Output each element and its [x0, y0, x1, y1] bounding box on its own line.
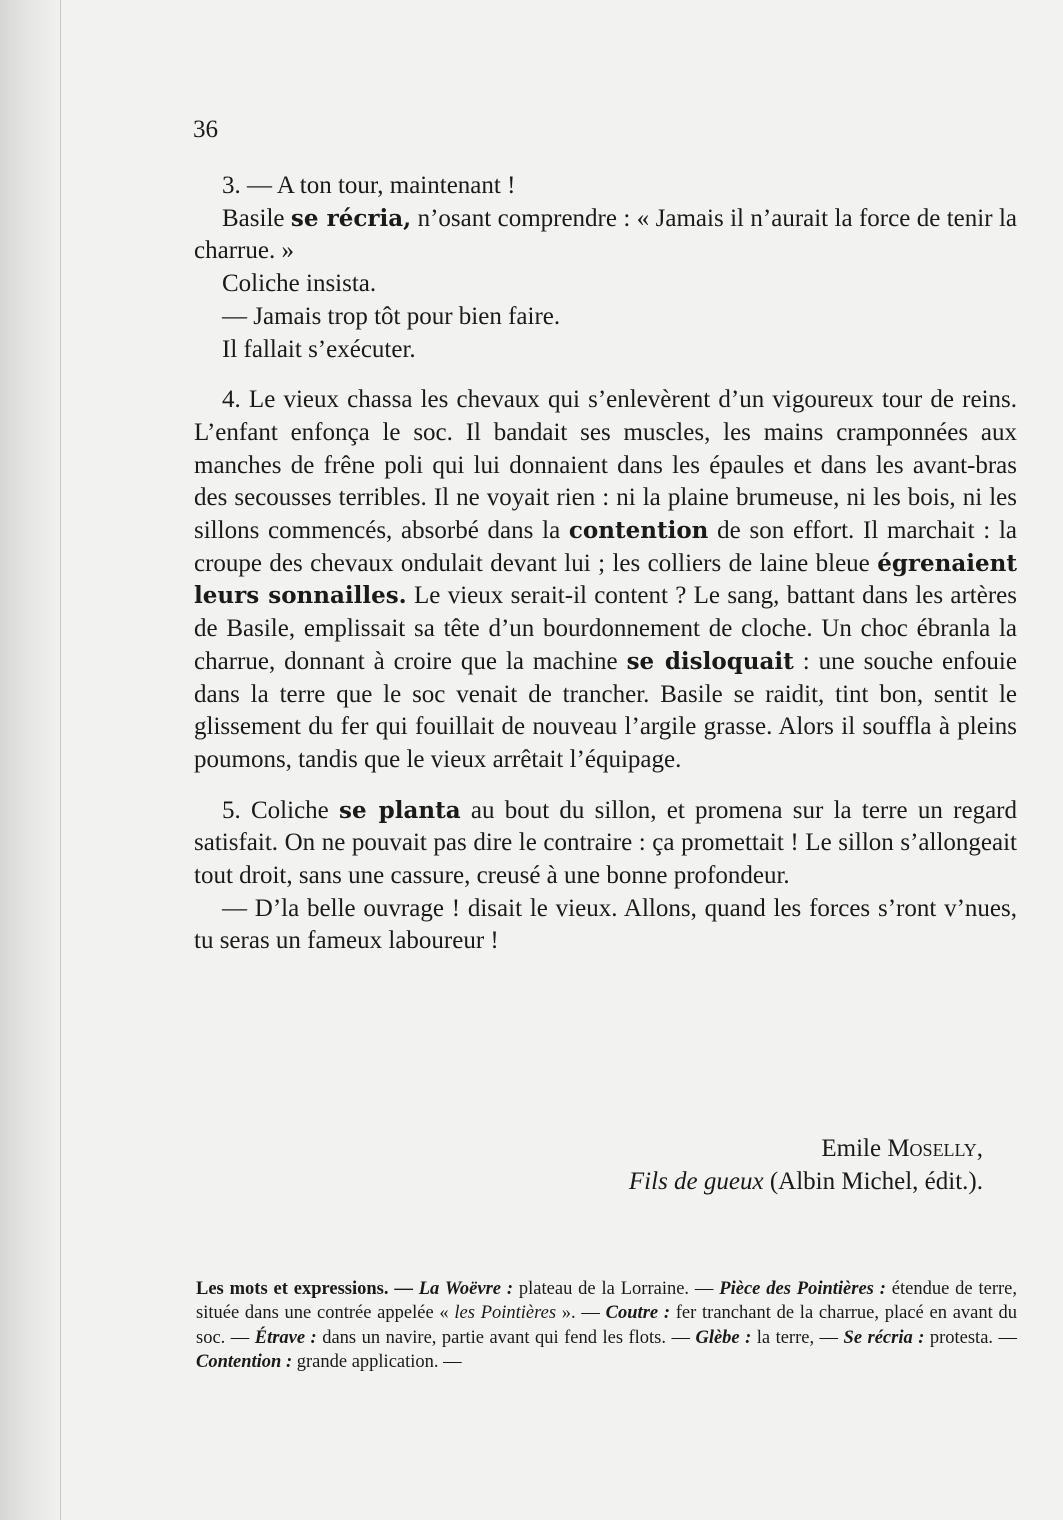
text-run: Il fallait s’exécuter.	[222, 335, 416, 363]
glossary	[196, 1277, 1017, 1374]
work-title: Fils de gueux	[628, 1168, 764, 1195]
text-run: dans un navire, partie avant qui fend les flots. —	[316, 1327, 696, 1348]
bold-term: Pièce des Pointières :	[719, 1279, 886, 1299]
bold-term: se planta	[339, 796, 461, 824]
text-run: Basile	[222, 204, 291, 232]
bold-term: Les mots et expressions. —	[196, 1279, 413, 1299]
text-run: au bout du sillon, et promena sur la terre un regard satisfait. On ne pouvait pas dire le contraire : ça promettait ! Le sillon s’allongeait tout droit, sans une cassure, creusé à une bonne profondeur.	[194, 796, 1018, 890]
book-gutter-shadow	[0, 0, 64, 1520]
attribution	[194, 1132, 983, 1198]
text-run: la terre, —	[751, 1327, 844, 1348]
text-run: 3. — A ton tour, maintenant !	[222, 172, 516, 199]
text-run: Coliche insista.	[222, 270, 377, 298]
paragraph-p3-basile	[194, 203, 1017, 268]
text-run: plateau de la Lorraine. —	[513, 1279, 720, 1299]
page-edge-line	[60, 0, 61, 1520]
paragraph-p5-dialogue	[194, 893, 1017, 958]
paragraph-p3-fallait	[194, 334, 1017, 367]
page-number: 36	[193, 116, 218, 143]
paragraph-p3-coliche	[194, 268, 1017, 301]
text-run: 5. Coliche	[222, 796, 340, 824]
bold-term: Se récria :	[843, 1327, 925, 1348]
author-line	[194, 1132, 983, 1165]
text-run: — D’la belle ouvrage ! disait le vieux. Allons, quand les forces s’ront v’nues, tu seras un fameux laboureur !	[194, 894, 1017, 955]
text-run: de son effort. Il marchait : la croupe des chevaux ondulait devant lui ; les colliers de laine bleue	[194, 517, 1017, 577]
text-run: ». —	[556, 1303, 606, 1324]
paragraph-p5	[194, 795, 1017, 893]
bold-term: contention	[568, 517, 709, 545]
text-run: protesta. —	[924, 1327, 1018, 1348]
text-run: grande application. —	[292, 1351, 462, 1372]
text-run: fer tranchant de la charrue, placé en avant du soc. —	[196, 1303, 1018, 1348]
bold-term: se disloquait	[626, 647, 794, 675]
bold-term: Glèbe :	[695, 1327, 752, 1348]
bold-term: se récria,	[290, 204, 412, 232]
paragraph-p4	[194, 384, 1017, 776]
publisher: (Albin Michel, édit.).	[763, 1168, 983, 1195]
bold-term: Coutre :	[605, 1303, 671, 1324]
bold-term: La Woëvre :	[418, 1279, 514, 1299]
author-first-name: Emile	[821, 1135, 888, 1162]
text-run: : une souche enfouie dans la terre que le soc venait de trancher. Basile se raidit, tint bon, sentit le glissement du fer qui fouillait de nouveau l’argile grasse. Alors il souffla à pleins poumons, tandis que le vieux arrêtait l’équipage.	[194, 647, 1017, 773]
text-run: 4. Le vieux chassa les chevaux qui s’enlevèrent d’un vigoureux tour de reins. L’enfant enfonça le soc. Il bandait ses muscles, les mains cramponnées aux manches de frêne poli qui lui donnaient dans les épaules et dans les avant-bras des secousses terribles. Il ne voyait rien : ni la plaine brumeuse, ni les bois, ni les sillons commencés, absorbé dans la	[194, 386, 1017, 545]
main-text	[194, 170, 1017, 958]
paragraph-p3-open	[194, 170, 1017, 203]
text-run: — Jamais trop tôt pour bien faire.	[222, 302, 561, 330]
text-run: n’osant comprendre : « Jamais il n’aurait la force de tenir la charrue. »	[194, 204, 1017, 265]
bold-term: égrenaient leurs sonnailles.	[194, 549, 1017, 610]
paragraph-p3-jamais	[194, 301, 1017, 334]
text-run: étendue de terre, située dans une contrée appelée «	[196, 1279, 1017, 1324]
author-last-name: Moselly,	[887, 1135, 983, 1162]
text-run: Le vieux serait-il content ? Le sang, battant dans les artères de Basile, emplissait sa tête d’un bourdonnement de cloche. Un choc ébranla la charrue, donnant à croire que la machine	[194, 582, 1017, 675]
bold-term: Contention :	[196, 1351, 293, 1372]
bold-term: Étrave :	[254, 1327, 317, 1348]
source-line	[194, 1165, 983, 1198]
italic-term: les Pointières	[454, 1303, 557, 1324]
